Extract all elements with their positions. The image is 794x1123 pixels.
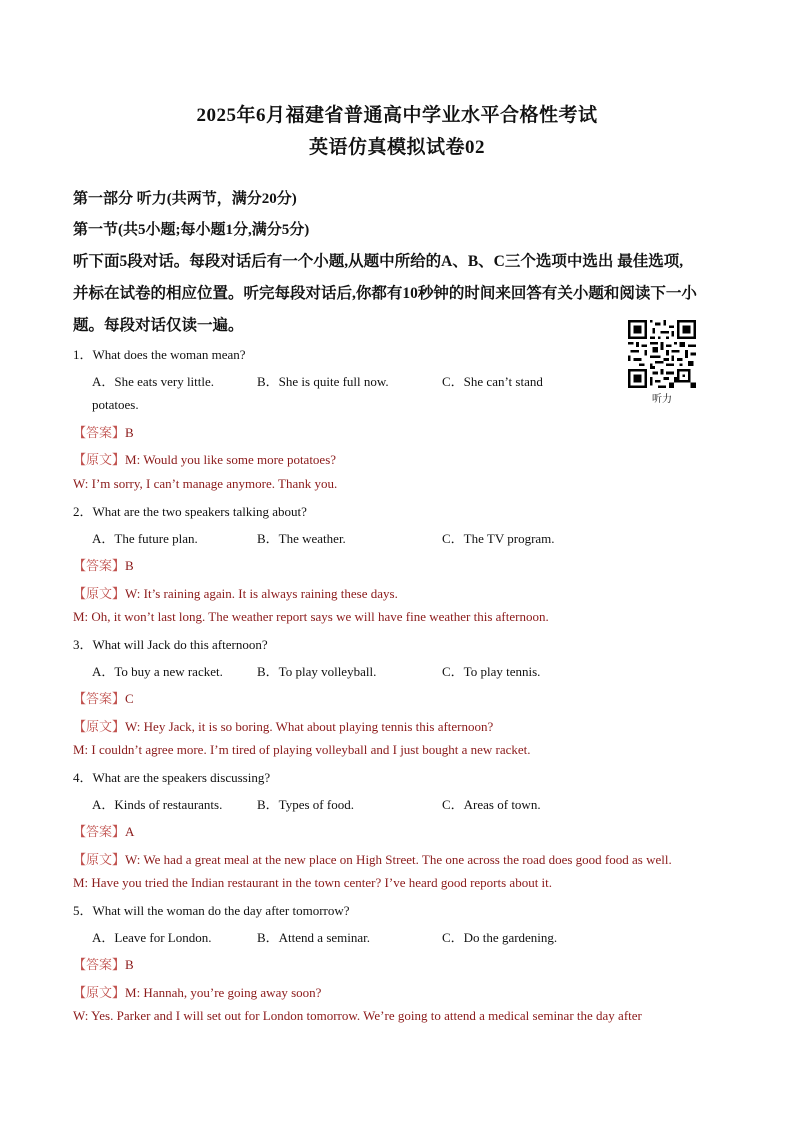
- exam-title: 2025年6月福建省普通高中学业水平合格性考试: [196, 105, 598, 126]
- transcript-tag: 【原文】: [73, 452, 126, 467]
- transcript-line: M: Would you like some more potatoes?: [125, 452, 337, 467]
- question-2-option-c: C．The TV program.: [442, 531, 555, 546]
- question-5-transcript-2: W: Yes. Parker and I will set out for London tomorrow. We’re going to attend a medical seminar the day after: [73, 1008, 642, 1023]
- qr-code-icon[interactable]: [628, 320, 696, 388]
- transcript-tag: 【原文】: [73, 985, 126, 1000]
- question-4-option-c: C．Areas of town.: [442, 797, 541, 812]
- question-1-answer: [73, 422, 134, 441]
- question-3-stem: 3．What will Jack do this afternoon?: [73, 637, 268, 652]
- question-2-option-b: B．The weather.: [257, 531, 346, 546]
- question-3-option-b: B．To play volleyball.: [257, 664, 377, 679]
- instruction-line-1: 听下面5段对话。每段对话后有一个小题,从题中所给的A、B、C三个选项中选出 最佳选项,: [73, 253, 684, 270]
- question-4-stem: 4．What are the speakers discussing?: [73, 770, 271, 785]
- question-5-stem: 5．What will the woman do the day after tomorrow?: [73, 903, 350, 918]
- transcript-line: W: It’s raining again. It is always raining these days.: [125, 586, 398, 601]
- transcript-tag: 【原文】: [73, 586, 126, 601]
- question-3-transcript-2: M: I couldn’t agree more. I’m tired of playing volleyball and I just bought a new racket.: [73, 742, 531, 757]
- instruction-line-2: 并标在试卷的相应位置。听完每段对话后,你都有10秒钟的时间来回答有关小题和阅读下一小: [73, 285, 697, 302]
- instruction-line-3: 题。每段对话仅读一遍。: [73, 317, 244, 334]
- question-1-option-c-wrap: potatoes.: [92, 397, 139, 412]
- transcript-line: W: Hey Jack, it is so boring. What about playing tennis this afternoon?: [125, 719, 494, 734]
- answer-tag: 【答案】: [73, 691, 126, 706]
- answer-tag: 【答案】: [73, 558, 126, 573]
- answer-value: A: [125, 824, 135, 839]
- subsection-title: 第一节(共5小题;每小题1分,满分5分): [73, 222, 310, 238]
- question-2-stem: 2．What are the two speakers talking about?: [73, 504, 307, 519]
- exam-subtitle: 英语仿真模拟试卷02: [308, 137, 485, 158]
- question-2-transcript-2: M: Oh, it won’t last long. The weather report says we will have fine weather this afternoon.: [73, 609, 549, 624]
- question-4-answer: [73, 821, 134, 840]
- question-1-transcript-2: W: I’m sorry, I can’t manage anymore. Thank you.: [73, 476, 338, 491]
- question-4-option-a: A．Kinds of restaurants.: [92, 797, 223, 812]
- question-5-answer: [73, 954, 134, 973]
- answer-value: B: [125, 425, 134, 440]
- question-3-answer: [73, 688, 134, 707]
- question-5-option-b: B．Attend a seminar.: [257, 930, 371, 945]
- question-3-option-a: A．To buy a new racket.: [92, 664, 223, 679]
- question-2-answer: [73, 555, 134, 574]
- question-5-transcript-1: [73, 982, 321, 1001]
- answer-value: B: [125, 957, 134, 972]
- question-1-transcript-1: [73, 449, 336, 468]
- question-5-option-c: C．Do the gardening.: [442, 930, 558, 945]
- question-1-option-c: C．She can’t stand: [442, 374, 543, 389]
- answer-value: C: [125, 691, 134, 706]
- question-2-transcript-1: [73, 583, 398, 602]
- question-1-stem: 1．What does the woman mean?: [73, 347, 246, 362]
- question-3-transcript-1: [73, 716, 493, 735]
- question-1-option-a: A．She eats very little.: [92, 374, 215, 389]
- transcript-line: M: Hannah, you’re going away soon?: [125, 985, 322, 1000]
- transcript-line: W: We had a great meal at the new place on High Street. The one across the road does good food as well.: [125, 852, 672, 867]
- question-4-transcript-1: [73, 849, 672, 868]
- question-5-option-a: A．Leave for London.: [92, 930, 212, 945]
- transcript-tag: 【原文】: [73, 852, 126, 867]
- question-3-option-c: C．To play tennis.: [442, 664, 541, 679]
- part-title: 第一部分 听力(共两节，满分20分): [73, 191, 297, 207]
- answer-tag: 【答案】: [73, 824, 126, 839]
- question-4-transcript-2: M: Have you tried the Indian restaurant in the town center? I’ve heard good reports about it.: [73, 875, 553, 890]
- answer-tag: 【答案】: [73, 957, 126, 972]
- answer-tag: 【答案】: [73, 425, 126, 440]
- qr-caption: 听力: [652, 394, 672, 405]
- question-1-option-b: B．She is quite full now.: [257, 374, 389, 389]
- answer-value: B: [125, 558, 134, 573]
- question-4-option-b: B．Types of food.: [257, 797, 354, 812]
- question-2-option-a: A．The future plan.: [92, 531, 198, 546]
- transcript-tag: 【原文】: [73, 719, 126, 734]
